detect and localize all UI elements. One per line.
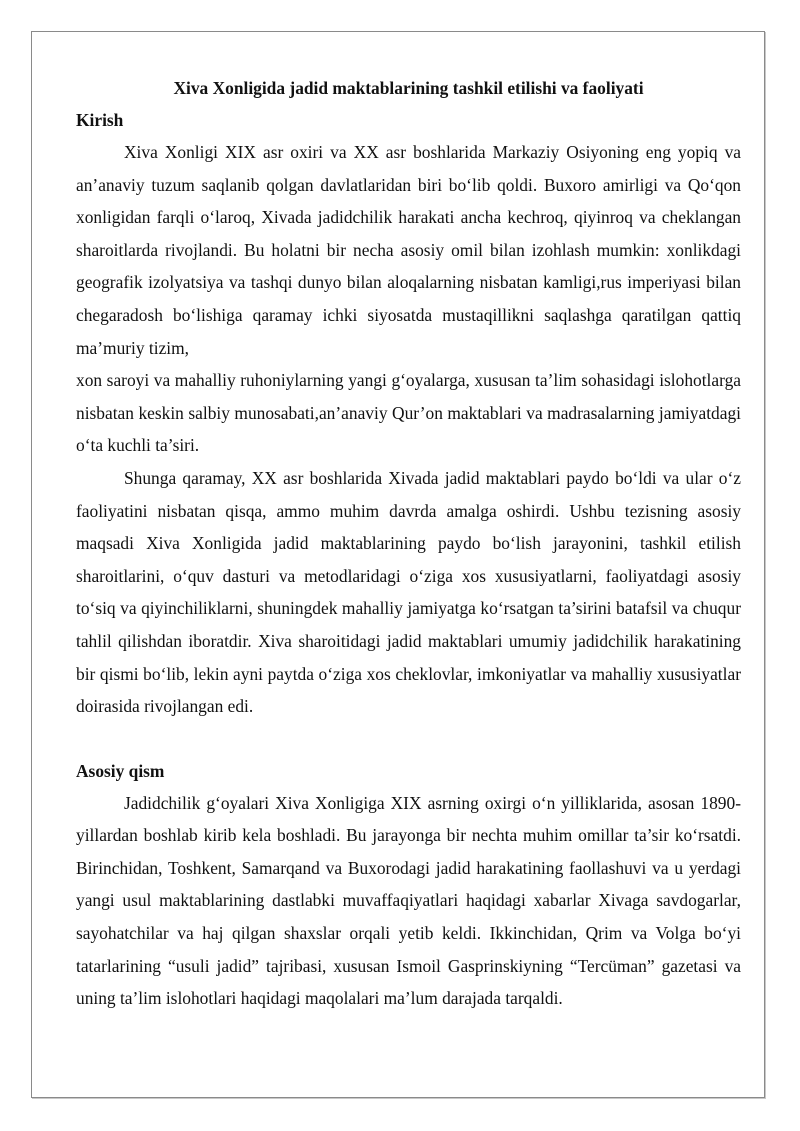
- section-heading-main-part: Asosiy qism: [76, 760, 165, 781]
- paragraph: Jadidchilik g‘oyalari Xiva Xonligiga XIX asrning oxirgi o‘n yilliklarida, asosan 1890-yillardan boshlab kirib kela boshladi. Bu jarayonga bir nechta muhim omillar ta’sir ko‘rsatdi. Birinchidan, Toshkent, Samarqand va Buxorodagi jadid harakatining faollashuvi va u yerdagi yangi usul maktablarining dastlabki muvaffaqiyatlari haqidagi xabarlar Xivaga savdogarlar, sayohatchilar va haj qilgan shaxslar orqali yetib keldi. Ikkinchidan, Qrim va Volga bo‘yi tatarlarining “usuli jadid” tajribasi, xususan Ismoil Gasprinskiyning “Tercüman” gazetasi va uning ta’lim islohotlari haqidagi maqolalari ma’lum darajada tarqaldi.: [76, 792, 741, 1009]
- paragraph: Xiva Xonligi XIX asr oxiri va XX asr boshlarida Markaziy Osiyoning eng yopiq va an’anaviy tuzum saqlanib qolgan davlatlaridan biri bo‘lib qoldi. Buxoro amirligi va Qo‘qon xonligidan farqli o‘laroq, Xivada jadidchilik harakati ancha kechroq, qiyinroq va cheklangan sharoitlarda rivojlandi. Bu holatni bir necha asosiy omil bilan izohlash mumkin: xonlikdagi geografik izolyatsiya va tashqi dunyo bilan aloqalarning nisbatan kamligi,rus imperiyasi bilan chegaradosh bo‘lishiga qaramay ichki siyosatda mustaqillikni saqlashga qaratilgan qattiq ma’muriy tizim,: [76, 142, 741, 358]
- paragraph: xon saroyi va mahalliy ruhoniylarning yangi g‘oyalarga, xususan ta’lim sohasidagi islohotlarga nisbatan keskin salbiy munosabati,an’anaviy Qur’on maktablari va madrasalarning jamiyatdagi o‘ta kuchli ta’siri.: [76, 370, 741, 456]
- document-title: Xiva Xonligida jadid maktablarining tashkil etilishi va faoliyati: [173, 78, 644, 98]
- document-body: [76, 72, 741, 1015]
- section-heading-introduction: Kirish: [76, 110, 124, 130]
- paragraph: Shunga qaramay, XX asr boshlarida Xivada jadid maktablari paydo bo‘ldi va ular o‘z faoliyatini nisbatan qisqa, ammo muhim davrda amalga oshirdi. Ushbu tezisning asosiy maqsadi Xiva Xonligida jadid maktablarining paydo bo‘lish jarayonini, tashkil etilish sharoitlarini, o‘quv dasturi va metodlaridagi o‘ziga xos xususiyatlarni, faoliyatdagi asosiy to‘siq va qiyinchiliklarni, shuningdek mahalliy jamiyatga ko‘rsatgan ta’sirini batafsil va chuqur tahlil qilishdan iboratdir. Xiva sharoitidagi jadid maktablari umumiy jadidchilik harakatining bir qismi bo‘lib, lekin ayni paytda o‘ziga xos cheklovlar, imkoniyatlar va mahalliy xususiyatlar doirasida rivojlangan edi.: [76, 467, 741, 717]
- blank-line: [76, 723, 741, 755]
